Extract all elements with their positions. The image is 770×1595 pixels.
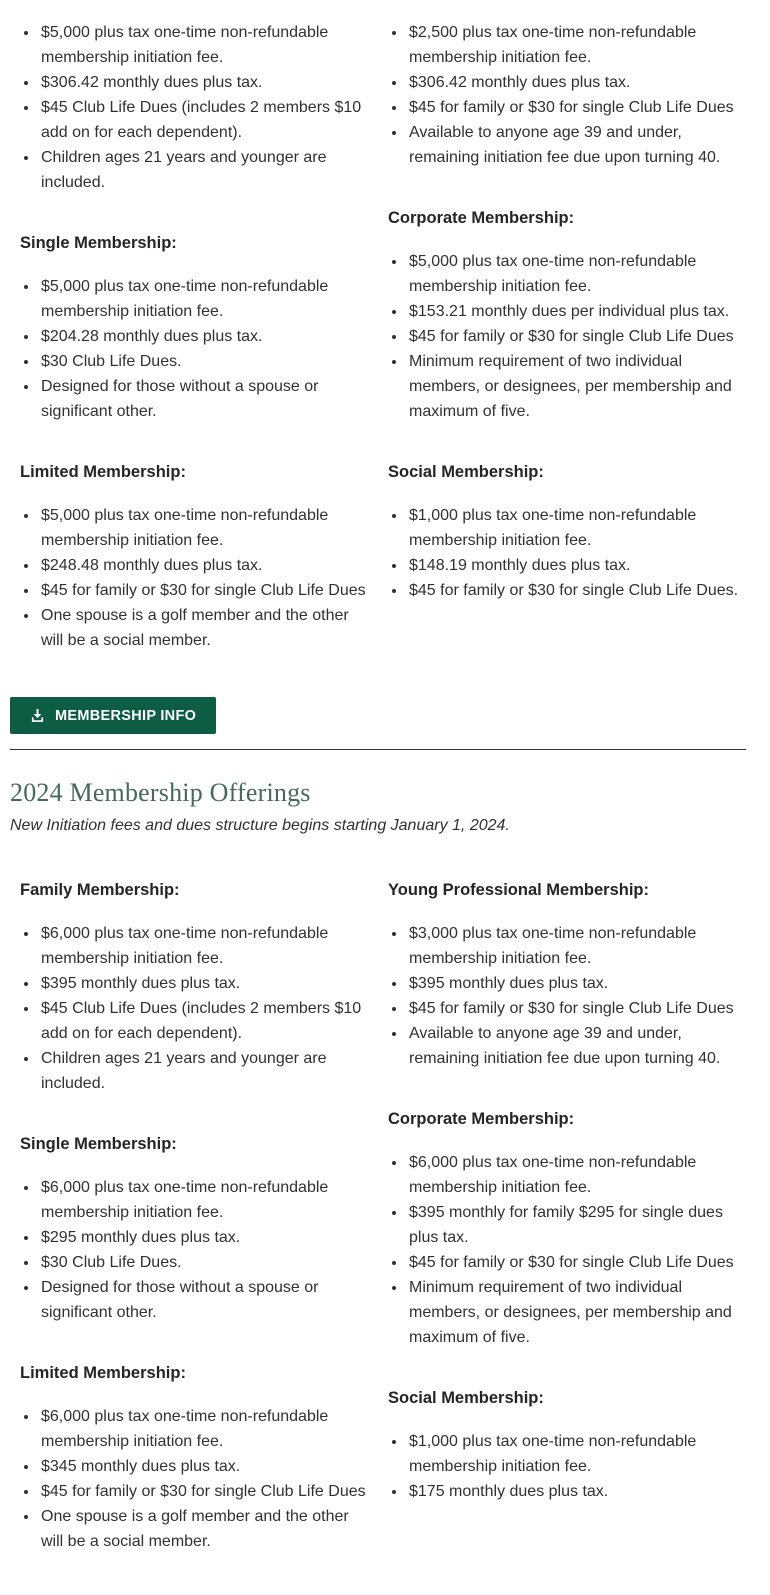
membership-group-corporate-2024 [388, 1107, 746, 1350]
bullet-item: • $6,000 plus tax one-time non-refundable membership initiation fee. [39, 921, 368, 971]
offerings-2024-columns [10, 878, 746, 1590]
bullet-list [388, 921, 746, 1071]
bullet-list [388, 20, 746, 170]
bullet-item: • $6,000 plus tax one-time non-refundable membership initiation fee. [39, 1404, 368, 1454]
membership-group-young-professional-2024 [388, 878, 746, 1071]
membership-group-family-current [20, 20, 368, 195]
membership-group-young-professional-current [388, 20, 746, 170]
bullet-item: • $30 Club Life Dues. [39, 1250, 368, 1275]
membership-type-heading: Limited Membership: [20, 1364, 186, 1382]
current-left-column [10, 20, 368, 689]
bullet-item: • $45 for family or $30 for single Club Life Dues [407, 95, 746, 120]
bullet-item: • Minimum requirement of two individual members, or designees, per membership and maximum of five. [407, 1275, 746, 1350]
bullet-item: • Children ages 21 years and younger are included. [39, 145, 368, 195]
bullet-item: • $248.48 monthly dues plus tax. [39, 553, 368, 578]
offerings-2024-left-column [10, 878, 368, 1590]
bullet-list [20, 274, 368, 424]
membership-type-heading: Corporate Membership: [388, 209, 575, 227]
bullet-item: • Children ages 21 years and younger are included. [39, 1046, 368, 1096]
season-2024-subtitle: New Initiation fees and dues structure begins starting January 1, 2024. [10, 817, 510, 834]
membership-group-corporate-current [388, 206, 746, 424]
bullet-list [388, 1429, 746, 1504]
bullet-item: • $1,000 plus tax one-time non-refundable membership initiation fee. [407, 1429, 746, 1479]
membership-type-heading: Single Membership: [20, 234, 177, 252]
bullet-item: • $6,000 plus tax one-time non-refundable membership initiation fee. [39, 1175, 368, 1225]
bullet-list [20, 921, 368, 1096]
bullet-item: • $45 for family or $30 for single Club Life Dues. [407, 578, 746, 603]
bullet-list [20, 1404, 368, 1554]
bullet-item: • Available to anyone age 39 and under, remaining initiation fee due upon turning 40. [407, 1021, 746, 1071]
membership-type-heading: Young Professional Membership: [388, 881, 649, 899]
bullet-item: • $45 for family or $30 for single Club Life Dues [407, 1250, 746, 1275]
bullet-item: • $45 for family or $30 for single Club Life Dues [39, 578, 368, 603]
bullet-list [20, 503, 368, 653]
membership-group-limited-current [20, 460, 368, 653]
bullet-item: • $395 monthly dues plus tax. [407, 971, 746, 996]
membership-type-heading: Family Membership: [20, 881, 180, 899]
bullet-item: • $5,000 plus tax one-time non-refundable membership initiation fee. [39, 20, 368, 70]
bullet-item: • $153.21 monthly dues per individual plus tax. [407, 299, 746, 324]
bullet-item: • $45 for family or $30 for single Club Life Dues [407, 324, 746, 349]
current-offerings-columns [10, 20, 746, 689]
bullet-item: • $5,000 plus tax one-time non-refundable membership initiation fee. [407, 249, 746, 299]
membership-info-button-label: MEMBERSHIP INFO [55, 707, 197, 724]
bullet-item: • $6,000 plus tax one-time non-refundable membership initiation fee. [407, 1150, 746, 1200]
bullet-item: • Minimum requirement of two individual members, or designees, per membership and maximum of five. [407, 349, 746, 424]
membership-info-button[interactable] [10, 697, 216, 734]
membership-type-heading: Social Membership: [388, 463, 544, 481]
bullet-item: • $395 monthly for family $295 for single dues plus tax. [407, 1200, 746, 1250]
bullet-item: • $295 monthly dues plus tax. [39, 1225, 368, 1250]
membership-type-heading: Social Membership: [388, 1389, 544, 1407]
bullet-item: • $45 Club Life Dues (includes 2 members $10 add on for each dependent). [39, 996, 368, 1046]
bullet-list [20, 20, 368, 195]
offerings-2024-right-column [388, 878, 746, 1590]
bullet-item: • $204.28 monthly dues plus tax. [39, 324, 368, 349]
bullet-item: • $395 monthly dues plus tax. [39, 971, 368, 996]
membership-group-social-2024 [388, 1386, 746, 1504]
bullet-item: • One spouse is a golf member and the other will be a social member. [39, 603, 368, 653]
bullet-item: • One spouse is a golf member and the other will be a social member. [39, 1504, 368, 1554]
bullet-list [20, 1175, 368, 1325]
section-divider [10, 749, 746, 750]
download-icon [30, 708, 45, 723]
bullet-list [388, 1150, 746, 1350]
bullet-item: • $148.19 monthly dues plus tax. [407, 553, 746, 578]
membership-type-heading: Corporate Membership: [388, 1110, 575, 1128]
bullet-item: • $306.42 monthly dues plus tax. [407, 70, 746, 95]
bullet-list [388, 503, 746, 603]
bullet-item: • $45 Club Life Dues (includes 2 members $10 add on for each dependent). [39, 95, 368, 145]
bullet-item: • $5,000 plus tax one-time non-refundable membership initiation fee. [39, 503, 368, 553]
bullet-list [388, 249, 746, 424]
bullet-item: • $345 monthly dues plus tax. [39, 1454, 368, 1479]
bullet-item: • $45 for family or $30 for single Club Life Dues [39, 1479, 368, 1504]
membership-group-family-2024 [20, 878, 368, 1096]
bullet-item: • $306.42 monthly dues plus tax. [39, 70, 368, 95]
membership-group-single-2024 [20, 1132, 368, 1325]
bullet-item: • Designed for those without a spouse or significant other. [39, 374, 368, 424]
membership-group-social-current [388, 460, 746, 603]
current-right-column [388, 20, 746, 689]
bullet-item: • $1,000 plus tax one-time non-refundable membership initiation fee. [407, 503, 746, 553]
bullet-item: • Available to anyone age 39 and under, remaining initiation fee due upon turning 40. [407, 120, 746, 170]
membership-type-heading: Limited Membership: [20, 463, 186, 481]
bullet-item: • $45 for family or $30 for single Club Life Dues [407, 996, 746, 1021]
bullet-item: • $2,500 plus tax one-time non-refundable membership initiation fee. [407, 20, 746, 70]
bullet-item: • $5,000 plus tax one-time non-refundable membership initiation fee. [39, 274, 368, 324]
bullet-item: • $30 Club Life Dues. [39, 349, 368, 374]
season-2024-title: 2024 Membership Offerings [10, 778, 311, 807]
bullet-item: • $175 monthly dues plus tax. [407, 1479, 746, 1504]
membership-group-limited-2024 [20, 1361, 368, 1554]
bullet-item: • Designed for those without a spouse or significant other. [39, 1275, 368, 1325]
membership-group-single-current [20, 231, 368, 424]
membership-type-heading: Single Membership: [20, 1135, 177, 1153]
bullet-item: • $3,000 plus tax one-time non-refundable membership initiation fee. [407, 921, 746, 971]
